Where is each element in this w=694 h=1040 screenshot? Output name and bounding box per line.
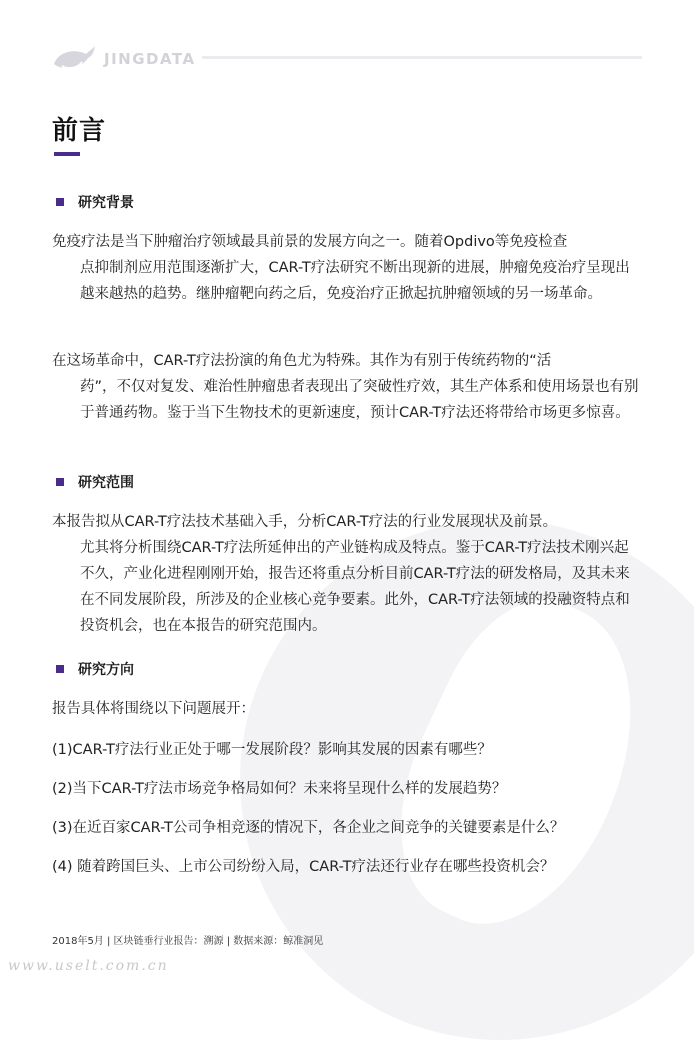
footer-watermark-url: www.uselt.com.cn [8, 958, 169, 974]
square-bullet-icon [56, 665, 64, 673]
title-accent-bar [54, 152, 80, 156]
section-heading-background: 研究背景 [56, 192, 134, 212]
footer-source: 2018年5月 | 区块链垂行业报告：溯源 | 数据来源：鲸准洞见 [52, 936, 324, 947]
question-item-4: (4) 随着跨国巨头、上市公司纷纷入局，CAR-T疗法还行业存在哪些投资机会？ [52, 859, 555, 875]
paragraph-scope: 本报告拟从CAR-T疗法技术基础入手，分析CAR-T疗法的行业发展现状及前景。 尤其将分析围绕CAR-T疗法所延伸出的产业链构成及特点。鉴于CAR-T疗法技术刚兴起不久，产业化进程刚刚开始，报告还将重点分析目前CAR-T疗法的研发格局，及其未来在不同发展阶段，所涉及的企业核心竞争要素。此外，CAR-T疗法领域的投融资特点和投资机会，也在本报告的研究范围内。 [52, 514, 630, 634]
header-divider [202, 56, 642, 59]
logo-text: JINGDATA [104, 50, 196, 68]
square-bullet-icon [56, 478, 64, 486]
square-bullet-icon [56, 198, 64, 206]
paragraph-background-2: 在这场革命中，CAR-T疗法扮演的角色尤为特殊。其作为有别于传统药物的“活 药”，不仅对复发、难治性肿瘤患者表现出了突破性疗效，其生产体系和使用场景也有别于普通药物。鉴于当下生物技术的更新速度，预计CAR-T疗法还将带给市场更多惊喜。 [52, 353, 639, 421]
whale-logo-icon [52, 44, 96, 74]
page-title: 前言 [52, 116, 107, 146]
direction-intro: 报告具体将围绕以下问题展开： [52, 701, 255, 717]
question-item-1: (1)CAR-T疗法行业正处于哪一发展阶段？影响其发展的因素有哪些？ [52, 742, 492, 758]
section-heading-direction: 研究方向 [56, 659, 134, 679]
question-item-3: (3)在近百家CAR-T公司争相竞逐的情况下，各企业之间竞争的关键要素是什么？ [52, 820, 565, 836]
paragraph-background-1: 免疫疗法是当下肿瘤治疗领域最具前景的发展方向之一。随着Opdivo等免疫检查 点抑制剂应用范围逐渐扩大，CAR-T疗法研究不断出现新的进展，肿瘤免疫治疗呈现出越来越热的趋势。继肿瘤靶向药之后，免疫治疗正掀起抗肿瘤领域的另一场革命。 [52, 234, 630, 302]
page-header [52, 44, 642, 74]
section-heading-scope: 研究范围 [56, 472, 134, 492]
question-item-2: (2)当下CAR-T疗法市场竞争格局如何？未来将呈现什么样的发展趋势？ [52, 781, 507, 797]
